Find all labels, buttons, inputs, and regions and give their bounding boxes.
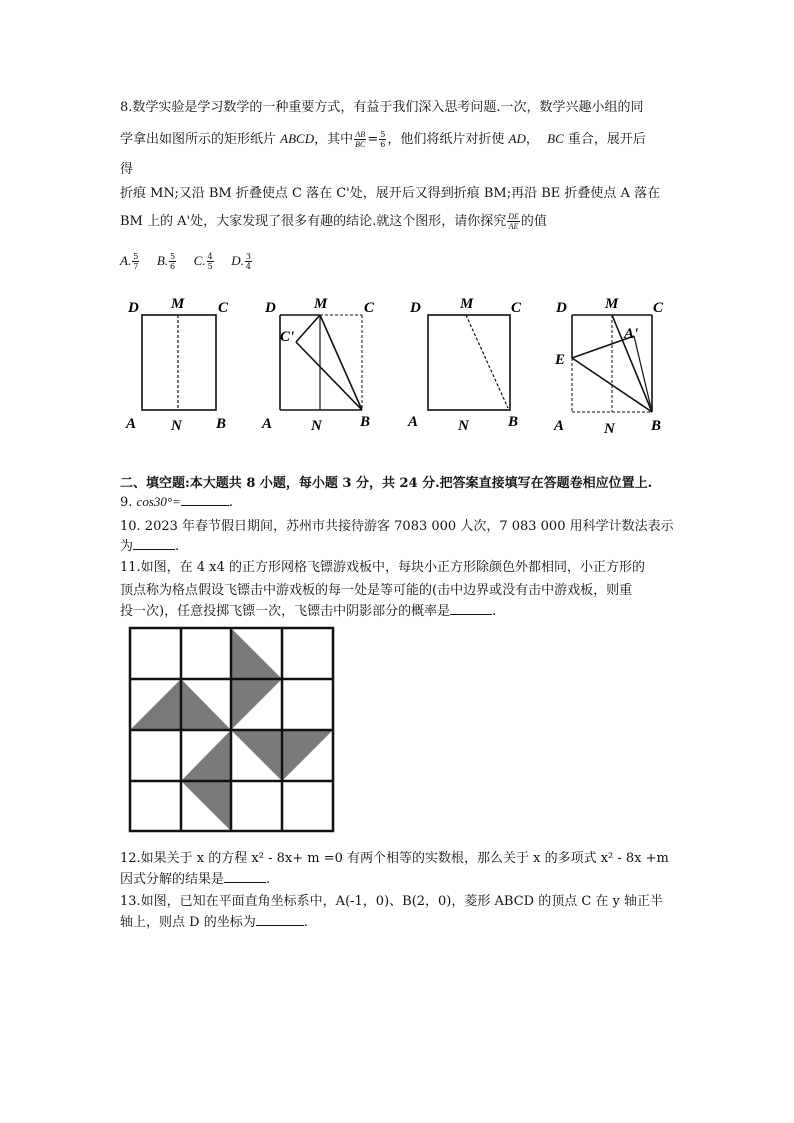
- q8-line4: 折痕 MN;又沿 BM 折叠使点 C 落在 C'处，展开后又得到折痕 BM;再沿 BE 折叠使点 A 落在: [120, 186, 661, 201]
- q10-line2: 为 .: [120, 539, 180, 554]
- q12-line1: 12.如果关于 x 的方程 x² - 8x+ m =0 有两个相等的实数根，那么关于 x 的多项式 x² - 8x +m: [120, 851, 669, 866]
- shaded-triangle-3: [130, 679, 181, 730]
- q11-line3: 投一次)，任意投掷飞镖一次，飞镖击中阴影部分的概率是 .: [120, 604, 497, 619]
- de-ae-fraction: $\frac{DE}{AE}$: [508, 212, 519, 231]
- q12-answer-blank: [224, 882, 266, 883]
- figure-2: [261, 296, 375, 434]
- q12-line2: 因式分解的结果是 .: [120, 872, 271, 887]
- figure-3: [407, 296, 522, 434]
- fig3-label-m: M: [460, 296, 474, 312]
- shaded-triangle-6: [282, 730, 333, 781]
- shaded-triangle-8: [181, 781, 231, 831]
- fig1-label-a: A: [126, 416, 137, 432]
- fig1-label-c: C: [218, 300, 229, 316]
- ratio-value: $\frac{5}{6}$: [380, 130, 386, 149]
- q8-figures: [118, 290, 678, 440]
- q11-answer-blank: [450, 614, 492, 615]
- fig3-label-c: C: [511, 300, 522, 316]
- fig2-label-d: D: [265, 300, 276, 316]
- q9: 9. cos30°= .: [120, 494, 233, 510]
- shaded-triangle-2: [231, 679, 282, 730]
- q11-line2: 顶点称为格点假设飞镖击中游戏板的每一处是等可能的(击中边界或没有击中游戏板，则重: [120, 583, 633, 598]
- option-c: C. $\frac{4}{5}$: [193, 252, 213, 271]
- fig3-label-b: B: [508, 414, 519, 430]
- dart-board-grid: [128, 626, 338, 836]
- option-b: B. $\frac{5}{6}$: [156, 252, 176, 271]
- q9-answer-blank: [181, 505, 229, 506]
- fig4-label-aprime: A': [624, 326, 639, 342]
- fig2-label-a: A: [262, 416, 273, 432]
- fig4-label-m: M: [605, 296, 619, 312]
- fig2-label-c: C: [364, 300, 375, 316]
- fig1-label-m: M: [171, 296, 185, 312]
- q8-options: [120, 252, 253, 271]
- shaded-triangle-1: [231, 628, 282, 679]
- fig4-label-c: C: [653, 300, 664, 316]
- fig2-label-b: B: [360, 414, 371, 430]
- q10-answer-blank: [133, 549, 175, 550]
- fig3-label-d: D: [410, 300, 421, 316]
- fig4-label-b: B: [651, 418, 662, 434]
- q10-line1: 10. 2023 年春节假日期间，苏州市共接待游客 7083 000 人次，7 083 000 用科学计数法表示: [120, 519, 674, 534]
- shaded-triangle-5: [231, 730, 282, 781]
- q11-line1: 11.如图，在 4 x4 的正方形网格飞镖游戏板中，每块小正方形除颜色外都相同，小正方形的: [120, 560, 645, 575]
- fig2-label-m: M: [314, 296, 328, 312]
- q13-answer-blank: [256, 925, 304, 926]
- fig4-label-e: E: [555, 352, 566, 368]
- q8-line5: BM 上的 A'处，大家发现了很多有趣的结论.就这个图形，请你探究 $\frac{DE}{AE}$ 的值: [120, 212, 547, 231]
- q13-line2: 轴上，则点 D 的坐标为 .: [120, 915, 308, 930]
- fig3-label-a: A: [408, 414, 419, 430]
- q8-line1: 8.数学实验是学习数学的一种重要方式，有益于我们深入思考问题.一次，数学兴趣小组的同: [120, 100, 644, 115]
- section2-heading: 二、填空题:本大题共 8 小题，每小题 3 分，共 24 分.把答案直接填写在答题卷相应位置上.: [120, 476, 653, 491]
- fig4-label-n: N: [604, 421, 615, 437]
- option-d: D. $\frac{3}{4}$: [231, 252, 251, 271]
- fig1-label-n: N: [171, 418, 182, 434]
- fig4-label-d: D: [556, 300, 567, 316]
- q8-line3: 得: [120, 162, 134, 177]
- fig3-label-n: N: [458, 418, 469, 434]
- figure-1: [125, 296, 229, 434]
- fig4-label-a: A: [554, 418, 565, 434]
- figure-4: [553, 296, 664, 437]
- shaded-triangle-4: [181, 679, 231, 730]
- fig1-label-b: B: [216, 416, 227, 432]
- fig2-label-cprime: C': [280, 329, 295, 345]
- q8-line2: 学拿出如图所示的矩形纸片 ABCD，其中 $\frac{AB}{BC}$ = $\frac{5}{6}$ ，他们将纸片对折使 AD， BC 重合，展开后: [120, 130, 646, 149]
- fig1-label-d: D: [128, 300, 139, 316]
- shaded-triangle-7: [181, 730, 231, 781]
- option-a: A. $\frac{5}{7}$: [120, 252, 139, 271]
- ratio-fraction: $\frac{AB}{BC}$: [355, 130, 366, 149]
- q13-line1: 13.如图，已知在平面直角坐标系中，A(-1，0)、B(2，0)，菱形 ABCD 的顶点 C 在 y 轴正半: [120, 894, 664, 909]
- fig2-label-n: N: [311, 418, 322, 434]
